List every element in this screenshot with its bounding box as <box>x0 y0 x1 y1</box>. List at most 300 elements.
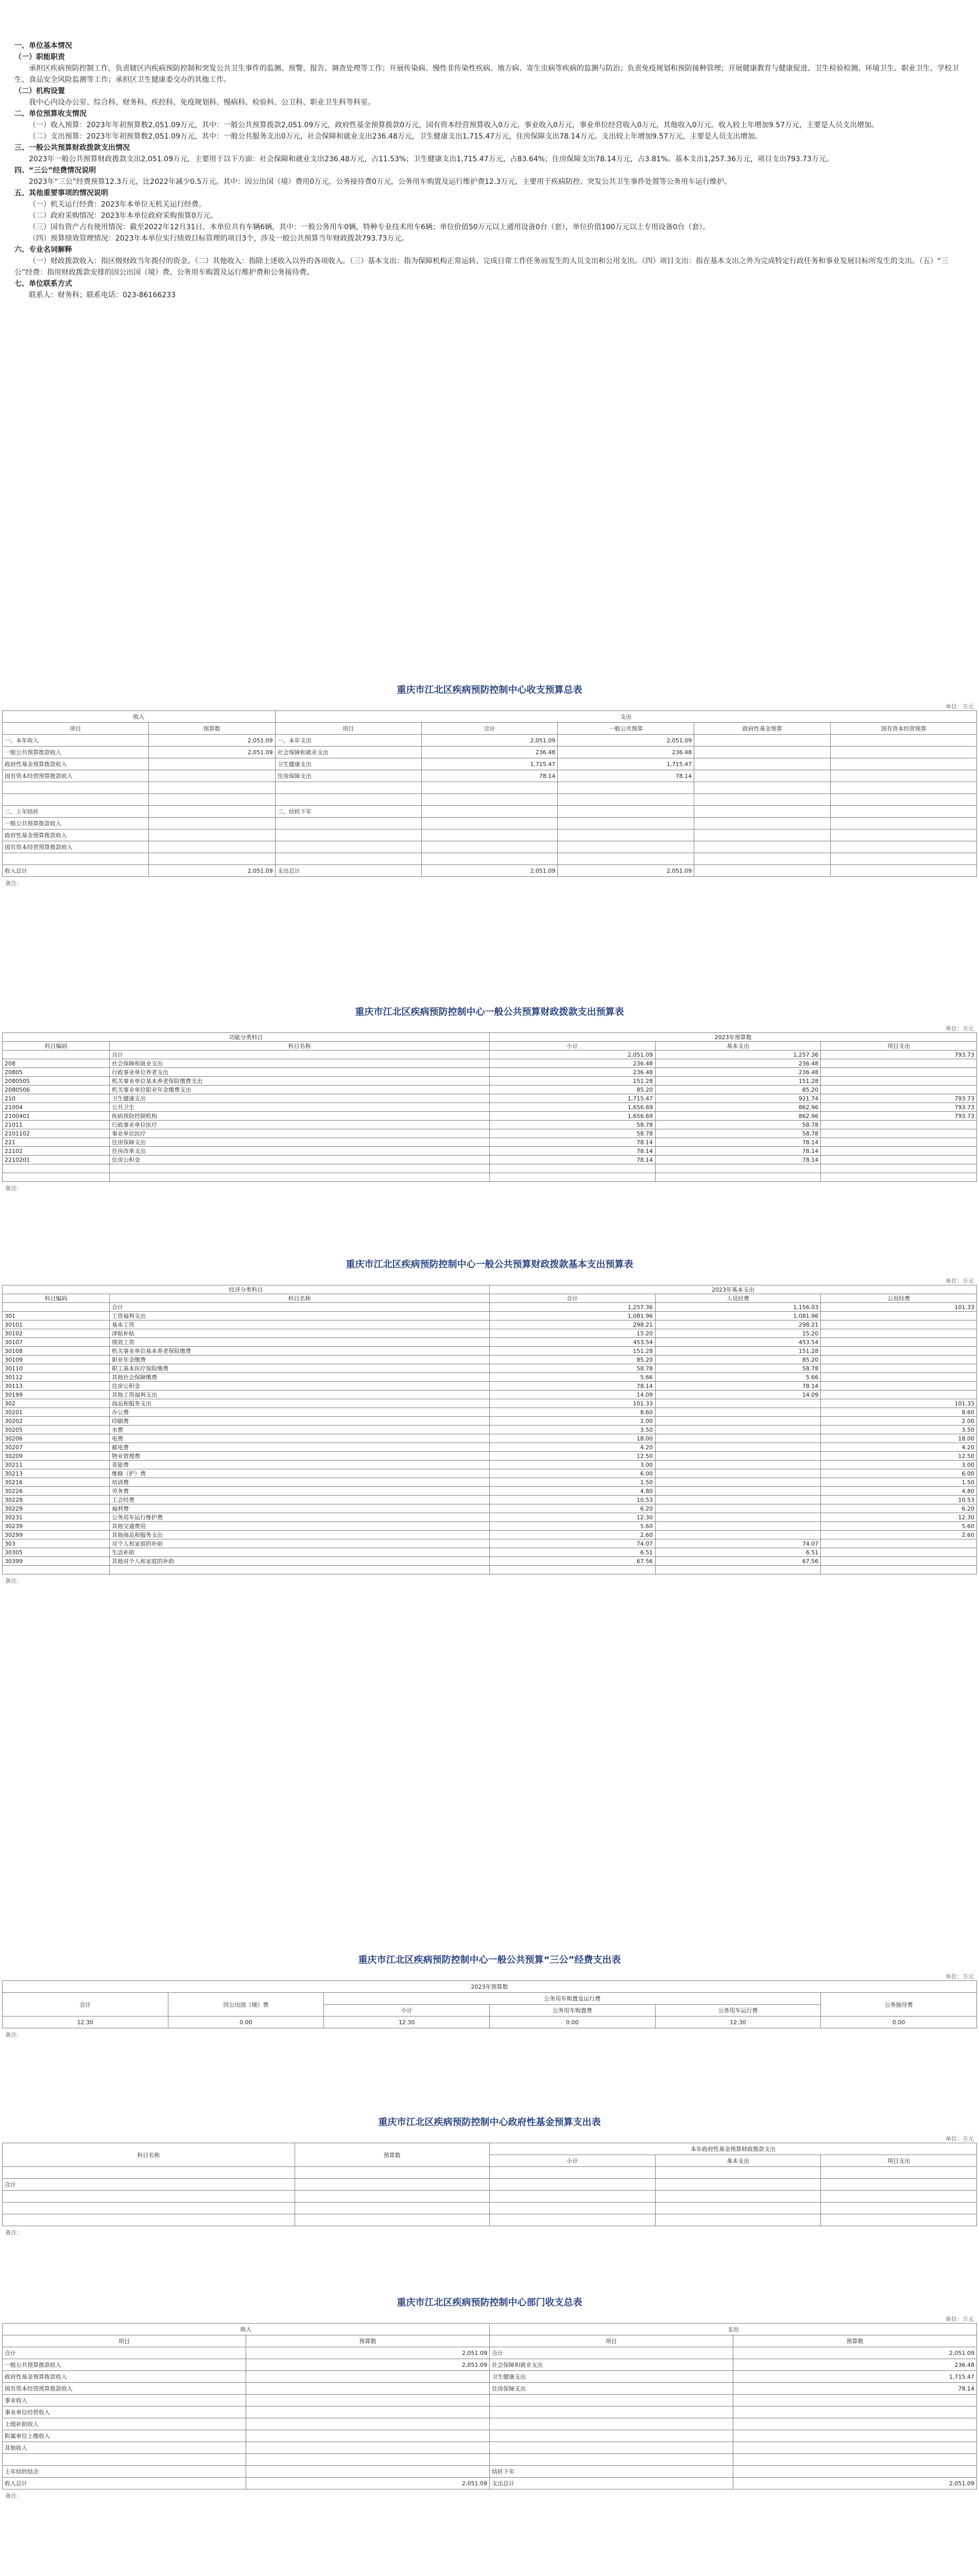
table-row <box>3 1094 977 1103</box>
paragraph: 2023年一般公共预算财政拨款支出2,051.09万元，主要用于以下方面：社会保障和就业支出236.48万元，占11.53%；卫生健康支出1,715.47万元，占83.64%；住房保障支出78.14万元，占3.81%。基本支出1,257.36万元，项目支出793.73万元。 <box>29 155 833 163</box>
cell <box>821 1364 977 1373</box>
cell <box>694 758 831 770</box>
cell: 30228 <box>3 1496 110 1504</box>
cell <box>655 1461 821 1469</box>
cell <box>694 770 831 782</box>
cell: 机关事业单位基本养老保险缴费支出 <box>110 1077 490 1086</box>
cell: 58.78 <box>490 1364 656 1373</box>
cell: 78.14 <box>490 1138 656 1147</box>
note: 备注： <box>5 2031 22 2038</box>
table-row <box>3 1364 977 1373</box>
cell <box>490 2454 733 2466</box>
cell: 办公费 <box>110 1408 490 1417</box>
cell: 30226 <box>3 1487 110 1496</box>
table-row <box>3 1156 977 1164</box>
cell <box>655 1443 821 1452</box>
cell: 208 <box>3 1059 110 1068</box>
cell <box>655 2202 821 2214</box>
cell <box>831 806 977 818</box>
table-row <box>3 2359 977 2371</box>
cell <box>148 806 275 818</box>
cell: 210 <box>3 1094 110 1103</box>
cell: 事业单位经营收入 <box>3 2406 246 2418</box>
head-budget: 预算数 <box>295 2143 489 2167</box>
table-row <box>3 1452 977 1461</box>
cell <box>655 1399 821 1408</box>
cell <box>489 2202 655 2214</box>
table-row <box>3 1399 977 1408</box>
cell: 1,156.03 <box>655 1303 821 1312</box>
cell: 2.60 <box>490 1531 656 1539</box>
table-row <box>3 1355 977 1364</box>
cell: 1,656.69 <box>490 1103 656 1112</box>
table-row <box>3 1312 977 1320</box>
cell: 12.30 <box>3 2016 168 2028</box>
cell: 30229 <box>3 1504 110 1513</box>
cell: 12.50 <box>490 1452 656 1461</box>
cell: 8.60 <box>490 1408 656 1417</box>
cell <box>295 2167 489 2179</box>
cell: 151.28 <box>655 1347 821 1355</box>
fund-budget-table <box>2 2143 977 2226</box>
table-row <box>3 747 977 758</box>
table-row <box>3 1539 977 1548</box>
group-year: 本年政府性基金预算财政拨款支出 <box>489 2143 976 2155</box>
cell: 2080506 <box>3 1086 110 1094</box>
cell <box>733 2395 977 2406</box>
section-dept-summary <box>2 2295 977 2500</box>
cell: 30209 <box>3 1452 110 1461</box>
cell: 行政事业单位养老支出 <box>110 1068 490 1077</box>
cell <box>694 841 831 853</box>
table-title: 重庆市江北区疾病预防控制中心政府性基金预算支出表 <box>378 2117 601 2128</box>
cell: 维修（护）费 <box>110 1469 490 1478</box>
cell: 4.80 <box>490 1487 656 1496</box>
cell: 78.14 <box>490 1382 656 1391</box>
cell: 生活补助 <box>110 1548 490 1557</box>
cell <box>694 865 831 877</box>
column-header: 预算数 <box>246 2335 490 2347</box>
cell: 12.30 <box>655 2016 821 2028</box>
cell <box>831 829 977 841</box>
cell: 74.07 <box>655 1539 821 1548</box>
table-row <box>3 2191 977 2202</box>
cell <box>246 2406 490 2418</box>
cell: 1,656.69 <box>490 1112 656 1121</box>
cell: 6.00 <box>821 1469 977 1478</box>
cell: 30199 <box>3 1391 110 1399</box>
cell <box>821 1548 977 1557</box>
table-title: 重庆市江北区疾病预防控制中心部门收支总表 <box>397 2297 582 2308</box>
cell: 101.33 <box>821 1303 977 1312</box>
cell: 卫生健康支出 <box>275 758 421 770</box>
cell <box>655 1469 821 1478</box>
cell: 303 <box>3 1539 110 1548</box>
cell: 社会保障和就业支出 <box>110 1059 490 1068</box>
cell <box>821 1121 977 1129</box>
cell: 福利费 <box>110 1504 490 1513</box>
cell <box>275 818 421 829</box>
heading: 三、一般公共预算财政拨款支出情况 <box>14 144 130 152</box>
cell <box>821 1077 977 1086</box>
table-row <box>3 1347 977 1355</box>
column-header: 合计 <box>421 723 558 735</box>
table-row <box>3 1112 977 1121</box>
cell <box>821 1129 977 1138</box>
cell: 2,051.09 <box>148 865 275 877</box>
cell <box>821 1566 977 1574</box>
cell: 793.73 <box>821 1094 977 1103</box>
cell: 453.54 <box>655 1338 821 1347</box>
cell: 4.20 <box>821 1443 977 1452</box>
cell <box>3 1164 110 1173</box>
cell <box>421 853 558 865</box>
cell <box>148 841 275 853</box>
table-row <box>3 1329 977 1338</box>
head-reception: 公务接待费 <box>821 1993 977 2016</box>
cell: 事业单位医疗 <box>110 1129 490 1138</box>
table-row <box>3 2371 977 2383</box>
group-year: 2023年预算数 <box>490 1033 977 1042</box>
cell <box>3 2191 295 2202</box>
cell: 21011 <box>3 1121 110 1129</box>
table-row <box>3 1417 977 1426</box>
cell <box>490 1566 656 1574</box>
cell: 236.48 <box>733 2359 977 2371</box>
cell: 1,257.36 <box>655 1050 821 1059</box>
group-income: 收入 <box>3 2324 490 2335</box>
cell: 绩效工资 <box>110 1338 490 1347</box>
section-budget-summary <box>2 683 977 887</box>
table-row <box>3 1164 977 1173</box>
cell: 18.00 <box>490 1434 656 1443</box>
paragraph: （二）政府采购情况：2023年本单位政府采购预算0万元。 <box>29 212 218 220</box>
cell <box>821 1086 977 1094</box>
cell <box>831 758 977 770</box>
table-row <box>3 2406 977 2418</box>
paragraph: 我中心内设办公室、综合科、财务科、疾控科、免疫规划科、慢病科、检验科、公卫科、职业卫生科等科室。 <box>29 98 375 107</box>
cell: 58.78 <box>490 1121 656 1129</box>
table-row <box>3 1461 977 1469</box>
cell <box>110 1164 490 1173</box>
cell: 30108 <box>3 1347 110 1355</box>
cell: 2,051.09 <box>421 865 558 877</box>
table-row <box>3 1434 977 1443</box>
table-row <box>3 1566 977 1574</box>
table-row <box>3 1050 977 1059</box>
column-header: 政府性基金预算 <box>694 723 831 735</box>
cell <box>821 1147 977 1156</box>
cell <box>655 1408 821 1417</box>
cell <box>3 1173 110 1182</box>
table-row <box>3 1338 977 1347</box>
heading: 七、单位联系方式 <box>14 280 72 288</box>
cell <box>821 1329 977 1338</box>
cell <box>821 1338 977 1347</box>
cell: 78.14 <box>655 1147 821 1156</box>
cell <box>733 2406 977 2418</box>
cell: 4.80 <box>821 1487 977 1496</box>
cell: 78.14 <box>490 1147 656 1156</box>
cell <box>148 853 275 865</box>
cell: 236.48 <box>421 747 558 758</box>
cell <box>295 2202 489 2214</box>
cell: 30201 <box>3 1408 110 1417</box>
cell <box>421 806 558 818</box>
cell: 1,715.47 <box>558 758 694 770</box>
cell: 事业收入 <box>3 2395 246 2406</box>
cell <box>558 818 694 829</box>
cell <box>3 1566 110 1574</box>
table-row <box>3 758 977 770</box>
table-row <box>3 2395 977 2406</box>
cell: 1,081.96 <box>655 1312 821 1320</box>
cell: 上年结转结余 <box>3 2466 246 2478</box>
cell: 921.74 <box>655 1094 821 1103</box>
cell <box>821 1391 977 1399</box>
cell: 301 <box>3 1312 110 1320</box>
head-subject: 科目名称 <box>3 2143 295 2167</box>
head-car-run: 公务用车运行费 <box>655 2005 821 2016</box>
cell <box>655 1487 821 1496</box>
cell <box>490 2395 733 2406</box>
cell <box>148 818 275 829</box>
cell: 74.07 <box>490 1539 656 1548</box>
cell: 78.14 <box>655 1156 821 1164</box>
table-row <box>3 2430 977 2442</box>
cell <box>694 806 831 818</box>
table-row <box>3 2167 977 2179</box>
cell <box>821 1068 977 1077</box>
cell: 收入总计 <box>3 2478 246 2489</box>
cell <box>246 2418 490 2430</box>
heading: 六、专业名词解释 <box>14 246 72 254</box>
cell <box>821 1138 977 1147</box>
table-row <box>3 1059 977 1068</box>
cell <box>821 1173 977 1182</box>
cell: 453.54 <box>490 1338 656 1347</box>
cell <box>694 818 831 829</box>
cell: 5.60 <box>821 1522 977 1531</box>
cell <box>295 2179 489 2191</box>
head-sub-total: 小计 <box>489 2155 655 2167</box>
table-row <box>3 2347 977 2359</box>
cell <box>831 735 977 747</box>
cell: 85.20 <box>655 1086 821 1094</box>
cell: 236.48 <box>490 1068 656 1077</box>
cell: 30110 <box>3 1364 110 1373</box>
head-total: 合计 <box>3 1993 168 2016</box>
cell <box>655 2214 821 2226</box>
cell: 国有资本经营预算拨款收入 <box>3 841 149 853</box>
cell: 2,051.09 <box>421 735 558 747</box>
cell: 58.78 <box>655 1129 821 1138</box>
cell: 住房公积金 <box>110 1382 490 1391</box>
cell <box>694 782 831 794</box>
cell <box>148 770 275 782</box>
unit-label: 单位：万元 <box>946 2316 974 2323</box>
cell <box>655 2179 821 2191</box>
cell <box>490 2406 733 2418</box>
table-row <box>3 2454 977 2466</box>
table-row <box>3 2179 977 2191</box>
unit-label: 单位：万元 <box>946 703 974 710</box>
head-project: 项目支出 <box>821 2155 977 2167</box>
section-general-budget-expense <box>2 1005 977 1192</box>
table-row <box>3 1469 977 1478</box>
cell: 国有资本经营预算拨款收入 <box>3 2383 246 2395</box>
cell: 67.56 <box>490 1557 656 1566</box>
cell: 78.14 <box>655 1138 821 1147</box>
cell: 0.00 <box>489 2016 655 2028</box>
cell <box>821 1320 977 1329</box>
cell <box>733 2418 977 2430</box>
cell: 15.20 <box>655 1329 821 1338</box>
cell <box>655 1504 821 1513</box>
paragraph: 2023年“三公”经费预算12.3万元，比2022年减少0.5万元。其中：因公出国（境）费用0万元，公务接待费0万元，公务用车购置及运行维护费12.3万元，主要用于疾病防控、突发公共卫生事件处置等公务用车运行维护。 <box>29 178 732 186</box>
heading: 五、其他重要事项的情况说明 <box>14 189 108 197</box>
cell <box>3 1303 110 1312</box>
table-row <box>3 853 977 865</box>
table-row <box>3 1320 977 1329</box>
section-fund-budget <box>2 2115 977 2236</box>
cell: 862.96 <box>655 1112 821 1121</box>
cell: 其他交通费用 <box>110 1522 490 1531</box>
cell: 2080505 <box>3 1077 110 1086</box>
cell: 85.20 <box>655 1355 821 1364</box>
table-row <box>3 1522 977 1531</box>
cell: 236.48 <box>655 1068 821 1077</box>
head-abroad: 因公出国（境）费 <box>168 1993 324 2016</box>
cell: 一般公共预算拨款收入 <box>3 2359 246 2371</box>
cell <box>655 1496 821 1504</box>
cell <box>694 794 831 806</box>
cell: 2100401 <box>3 1112 110 1121</box>
header-row <box>3 1294 977 1303</box>
cell <box>490 1173 656 1182</box>
cell: 30202 <box>3 1417 110 1426</box>
cell: 12.50 <box>821 1452 977 1461</box>
cell: 机关事业单位基本养老保险缴费 <box>110 1347 490 1355</box>
cell: 85.20 <box>490 1086 656 1094</box>
cell: 30107 <box>3 1338 110 1347</box>
cell <box>490 2418 733 2430</box>
heading: （一）职能职责 <box>14 53 65 61</box>
cell: 卫生健康支出 <box>490 2371 733 2383</box>
paragraph: （一）财政拨款收入：指区级财政当年拨付的资金。（二）其他收入：指除上述收入以外的各项收入。（三）基本支出：指为保障机构正常运转、完成日常工作任务而发生的人员支出和公用支出。（四）项目支出：指在基本支出之外为完成特定行政任务和事业发展目标所发生的支出。（五）“三公”经费：指用财政拨款安排的因公出国（境）费、公务用车购置及运行维护费和公务接待费。 <box>14 257 949 277</box>
heading: （二）机构设置 <box>14 87 65 95</box>
cell: 一、本年收入 <box>3 735 149 747</box>
cell: 住房公积金 <box>110 1156 490 1164</box>
budget-summary-table <box>2 710 977 877</box>
note: 备注： <box>5 1578 22 1584</box>
cell: 12.30 <box>324 2016 490 2028</box>
table-row <box>3 865 977 877</box>
cell: 1,715.47 <box>421 758 558 770</box>
cell <box>821 1355 977 1364</box>
cell: 职工基本医疗保险缴费 <box>110 1364 490 1373</box>
cell: 221 <box>3 1138 110 1147</box>
cell: 住房保障支出 <box>490 2383 733 2395</box>
cell: 一般公共预算拨款收入 <box>3 747 149 758</box>
cell: 疾病预防控制机构 <box>110 1112 490 1121</box>
cell: 30207 <box>3 1443 110 1452</box>
table-row <box>3 1303 977 1312</box>
paragraph: 承担区疾病预防控制工作，负责辖区内疾病预防控制和突发公共卫生事件的监测、预警、报告、调查处理等工作；开展传染病、慢性非传染性疾病、地方病、寄生虫病等疾病的监测与防治；负责免疫规划和预防接种管理；开展健康教育与健康促进、卫生检验检测、环境卫生、职业卫生、学校卫生、食品安全风险监测等工作；承担区卫生健康委交办的其他工作。 <box>14 64 959 84</box>
table-row <box>3 1391 977 1399</box>
column-header: 项目 <box>275 723 421 735</box>
cell: 二、上年结转 <box>3 806 149 818</box>
cell: 2.00 <box>821 1417 977 1426</box>
table-row <box>3 770 977 782</box>
cell <box>489 2191 655 2202</box>
cell <box>295 2191 489 2202</box>
cell: 二、结转下年 <box>275 806 421 818</box>
cell: 14.09 <box>655 1391 821 1399</box>
column-header: 科目名称 <box>110 1042 490 1050</box>
group-income: 收入 <box>3 711 276 723</box>
table-title: 重庆市江北区疾病预防控制中心一般公共预算财政拨款基本支出预算表 <box>346 1259 633 1270</box>
cell: 67.56 <box>655 1557 821 1566</box>
cell <box>655 1566 821 1574</box>
header-row <box>3 723 977 735</box>
cell <box>275 782 421 794</box>
group-subject: 功能分类科目 <box>3 1033 490 1042</box>
cell: 3.00 <box>490 1461 656 1469</box>
cell: 2101102 <box>3 1129 110 1138</box>
cell <box>275 794 421 806</box>
cell <box>558 782 694 794</box>
cell: 2210201 <box>3 1156 110 1164</box>
heading: 四、“三公”经费情况说明 <box>14 166 96 175</box>
cell: 30231 <box>3 1513 110 1522</box>
dept-summary-table <box>2 2323 977 2489</box>
cell: 30102 <box>3 1329 110 1338</box>
cell <box>821 1382 977 1391</box>
cell: 津贴补贴 <box>110 1329 490 1338</box>
cell <box>655 2191 821 2202</box>
cell: 151.28 <box>655 1077 821 1086</box>
cell: 12.30 <box>490 1513 656 1522</box>
cell <box>3 794 149 806</box>
cell: 30109 <box>3 1355 110 1364</box>
cell: 培训费 <box>110 1478 490 1487</box>
column-header: 国有资本经营预算 <box>831 723 977 735</box>
cell: 58.78 <box>490 1129 656 1138</box>
cell: 1,081.96 <box>490 1312 656 1320</box>
cell <box>733 2454 977 2466</box>
table-row <box>3 1513 977 1522</box>
cell: 物业管理费 <box>110 1452 490 1461</box>
cell <box>694 853 831 865</box>
cell: 298.21 <box>490 1320 656 1329</box>
table-row <box>3 806 977 818</box>
table-row <box>3 1443 977 1452</box>
cell: 8.60 <box>821 1408 977 1417</box>
cell: 78.14 <box>655 1382 821 1391</box>
table-row <box>3 1138 977 1147</box>
cell: 78.14 <box>733 2383 977 2395</box>
cell <box>655 1513 821 1522</box>
cell <box>655 1417 821 1426</box>
cell: 卫生健康支出 <box>110 1094 490 1103</box>
cell <box>831 865 977 877</box>
heading: 二、单位预算收支情况 <box>14 110 87 118</box>
cell: 差旅费 <box>110 1461 490 1469</box>
table-title: 重庆市江北区疾病预防控制中心一般公共预算“三公”经费支出表 <box>358 1955 621 1965</box>
group-car: 公务用车购置及运行费 <box>324 1993 821 2005</box>
column-header: 合计 <box>490 1294 656 1303</box>
